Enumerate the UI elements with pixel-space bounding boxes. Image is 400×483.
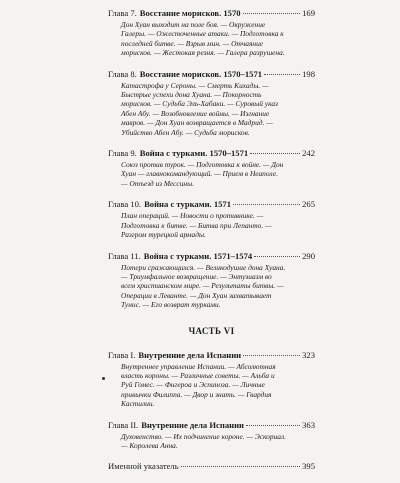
- chapter-summary: Потери сражающихся. — Великодушие дона Хуана. — Триумфальное возвращение. — Энтузиазм во всем христианском мире. — Результаты битвы. — Операции в Леванте. — Дон Хуан захватывает Тунис. — Его возврат турками.: [121, 262, 286, 310]
- chapter-title: Восстание морисков. 1570: [139, 8, 241, 18]
- toc-entry: [108, 251, 315, 310]
- toc-entry-line: [108, 199, 315, 210]
- page-number: 323: [302, 349, 315, 360]
- toc-entry-line: [108, 148, 315, 159]
- chapter-title: Война с турками. 1571: [144, 199, 232, 210]
- page-number: 363: [302, 419, 315, 430]
- dot-leader: [250, 153, 300, 154]
- toc-section-top: [108, 8, 315, 310]
- page-mark: [102, 377, 105, 380]
- chapter-summary: Катастрофа у Сероны. — Смерть Кихады. — Быстрые успехи дона Хуана. — Покорность морисков. — Судьба Эль-Хабаки. — Суровый указ Абен Абу. — Возобновление войны. — Изгнание мавров. — Дон Хуан возвращается в Мадрид. — Убийство Абен Абу. — Судьба морисков.: [121, 80, 278, 137]
- chapter-summary: План операций. — Новости о противнике. — Подготовка к битве. — Битва при Лепанто. — Разгром турецкой армады.: [121, 211, 272, 240]
- dot-leader: [254, 256, 300, 257]
- dot-leader: [181, 466, 300, 467]
- toc-entry-line: [108, 8, 315, 19]
- page-number: 198: [302, 68, 315, 79]
- toc-entry-line: [108, 251, 315, 262]
- chapter-label: Глава 8.: [108, 68, 137, 79]
- toc-entry: [108, 461, 315, 472]
- toc-entry: [108, 199, 315, 239]
- toc-entry: [108, 420, 315, 451]
- chapter-label: Глава 7.: [108, 8, 137, 18]
- toc-entry-title: Именной указатель: [108, 461, 179, 472]
- chapter-title: Внутренние дела Испании: [141, 419, 244, 430]
- chapter-label: Глава I.: [108, 349, 136, 360]
- page-number: 395: [302, 461, 315, 472]
- dot-leader: [246, 425, 300, 426]
- toc-entry-line: [108, 350, 315, 361]
- chapter-label: Глава 10.: [108, 199, 142, 210]
- dot-leader: [264, 74, 300, 75]
- table-of-contents: [108, 8, 315, 483]
- chapter-title: Восстание морисков. 1570–1571: [139, 68, 263, 79]
- toc-entry-line: [108, 420, 315, 431]
- dot-leader: [233, 204, 300, 205]
- chapter-summary: Дон Хуан выходит на поле боя. — Окружение Галеры. — Ожесточенные атаки. — Подготовка к последней битве. — Взрыв мин. — Отчаяние морисков. — Жестокая резня. — Галера разрушена.: [121, 20, 285, 58]
- chapter-summary: Союз против турок. — Подготовка к войне. — Дон Хуан — главнокомандующий. — Прием в Неаполе. — Отъезд из Мессины.: [121, 160, 284, 188]
- toc-entry: [108, 8, 315, 58]
- dot-leader: [243, 13, 301, 14]
- toc-section-bottom: [108, 350, 315, 473]
- page-number: 290: [302, 250, 315, 261]
- part-heading: ЧАСТЬ VI: [188, 325, 235, 336]
- chapter-title: Война с турками. 1571–1574: [143, 250, 253, 261]
- page-number: 169: [302, 8, 315, 18]
- chapter-label: Глава 9.: [108, 148, 137, 159]
- dot-leader: [243, 355, 300, 356]
- toc-entry-line: [108, 461, 315, 472]
- chapter-title: Война с турками. 1570–1571: [139, 148, 249, 159]
- page-number: 265: [302, 199, 315, 210]
- chapter-title: Внутренние дела Испании: [138, 349, 242, 360]
- chapter-label: Глава II.: [108, 419, 139, 430]
- toc-entry: [108, 69, 315, 137]
- toc-entry-line: [108, 69, 315, 80]
- chapter-summary: Духовенство. — Их подчинение короне. — Эскориал. — Королева Анна.: [121, 431, 286, 450]
- page-number: 242: [302, 148, 315, 159]
- chapter-label: Глава 11.: [108, 250, 141, 261]
- toc-entry: [108, 148, 315, 188]
- chapter-summary: Внутреннее управление Испании. — Абсолютная власть короны. — Различные советы. — Альба и Руй Гомес. — Фигероа и Эспиноза. — Личные привычки Филиппа. — Двор и знать. — Гвардия Кастилии.: [121, 361, 276, 409]
